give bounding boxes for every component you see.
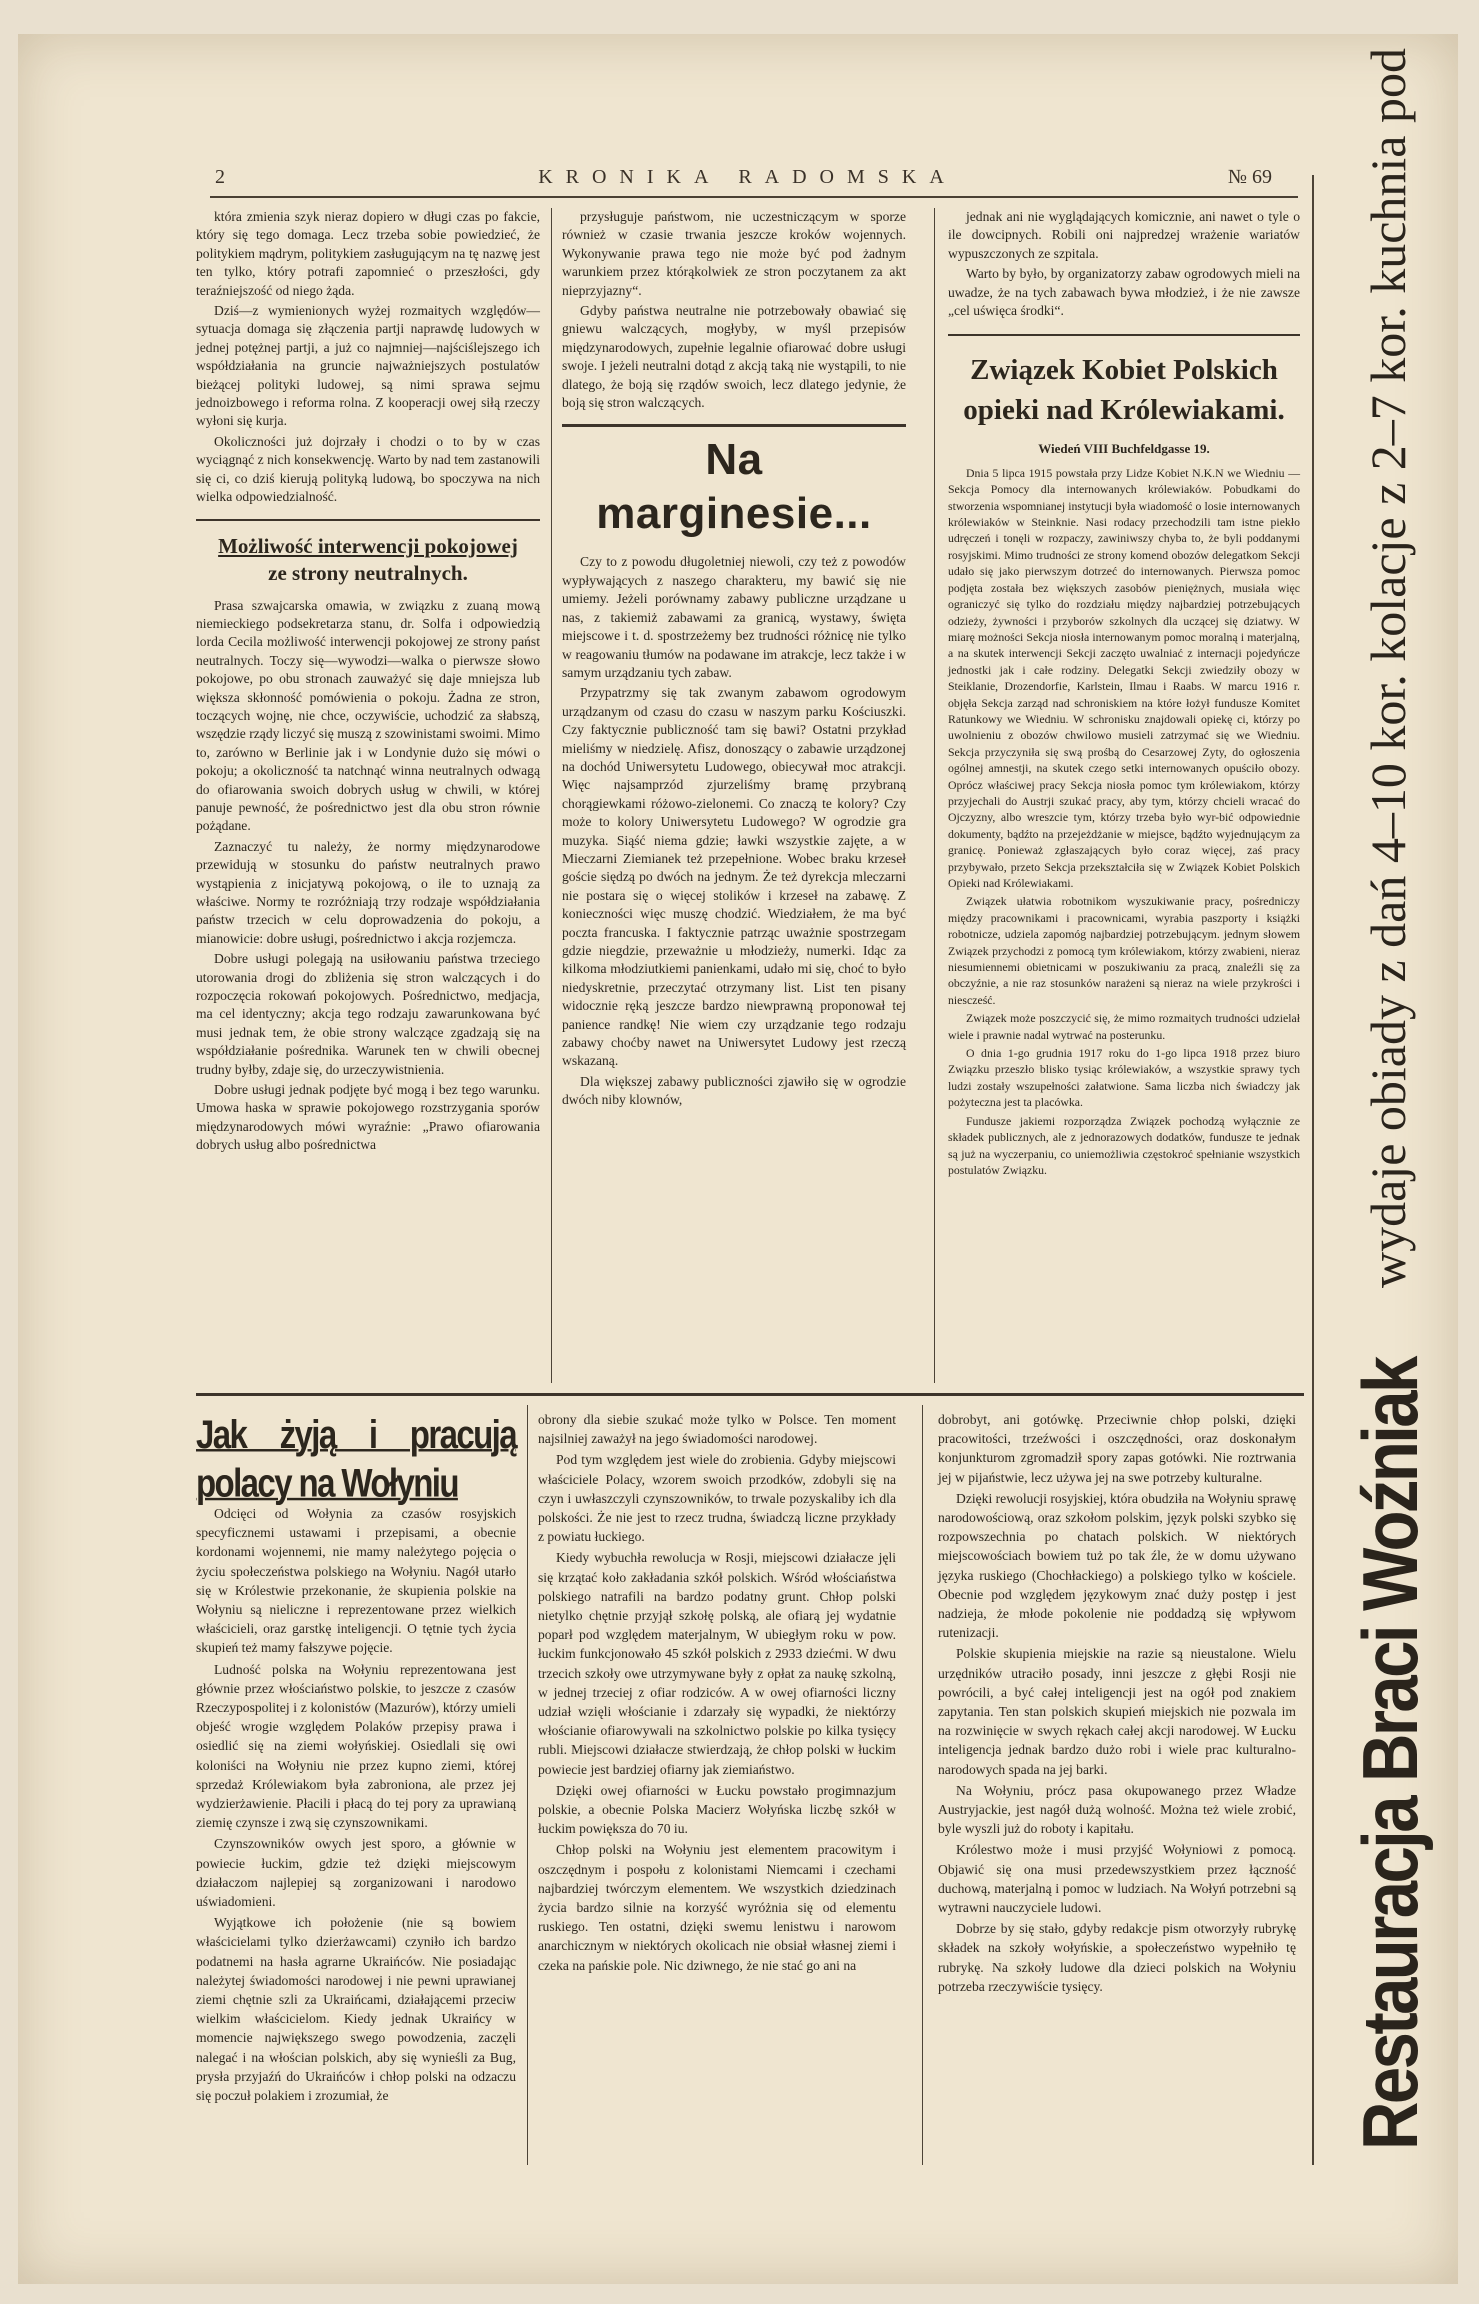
paragraph: Pod tym względem jest wiele do zrobienia. Gdyby miejscowi właściciele Polacy, wzorem swoich przodków, zdobyli się na czyn i uwłaszczyli czynszowników, to trwale pozyskaliby ich dla polskości. Że nie jest to rzecz trudna, świadczą liczne przykłady z powiatu łuckiego.	[538, 1452, 896, 1545]
column-divider	[551, 208, 552, 1383]
paragraph: Chłop polski na Wołyniu jest elementem pracowitym i oszczędnym i pospołu z kolonistami Niemcami i czechami najbardziej twórczym elementem. We wszystkich dziedzinach życia bardzo silnie na korzyść wyróżnia się od elementu ruskiego. Ten ostatni, dzięki swemu lenistwu i narowom anarchicznym w niektórych okolicach nie obsiał własnej ziemi i czeka na pańskie pole. Nic dziwnego, że nie stać go ani na	[538, 1842, 896, 1973]
wolyn-column-b	[538, 1410, 896, 1975]
organization-address: Wiedeń VIII Buchfeldgasse 19.	[1038, 441, 1210, 457]
article-body-interwencja	[196, 597, 540, 1155]
paragraph: Czynszowników owych jest sporo, a głównie w powiecie łuckim, gdzie też dzięki miejscowym działaczom najlepiej są zorganizowani i narodowo uświadomieni.	[196, 1836, 516, 1910]
headline-line: opieki nad Królewiakami.	[963, 394, 1285, 427]
paragraph: Dla większej zabawy publiczności zjawiło się w ogrodzie dwóch niby klownów,	[562, 1073, 906, 1108]
masthead-title: KRONIKA RADOMSKA	[538, 166, 957, 188]
column-3	[948, 208, 1300, 1178]
column-divider	[922, 1405, 923, 2165]
column-1	[196, 208, 540, 1155]
headline-part: polacy na Wołyniu	[196, 1460, 458, 1506]
headline-part: Jak żyją i pracują	[196, 1411, 516, 1457]
article-body-wolyn-a	[196, 1504, 516, 2105]
wolyn-column-c	[938, 1410, 1296, 1996]
paragraph: Zaznaczyć tu należy, że normy międzynarodowe przewidują w stosunku do państw neutralnych prawo wystąpienia z inicjatywą pokojową, o ile to uznają za właściwe. Normy te rozróżniają trzy rodzaje współdziałania państw trzecich w celu doprowadzenia do pokoju, a mianowicie: dobre usługi, pośrednictwo i akcja rozjemcza.	[196, 838, 540, 946]
article-title-na-marginesie: Na marginesie...	[596, 435, 872, 539]
wolyn-column-a	[196, 1410, 516, 2105]
section-divider	[948, 334, 1300, 336]
paragraph: dobrobyt, ani gotówkę. Przeciwnie chłop polski, dzięki pracowitości, trzeźwości i oszczędności, oraz doskonałym konjunkturom zgromadził spory zapas gotówki. Nie roztrwania jej w pijaństwie, lecz używa jej na swe potrzeby kulturalne.	[938, 1412, 1296, 1485]
article-title-interwencja	[196, 533, 540, 587]
issue-number: № 69	[1227, 166, 1272, 188]
paragraph: Na Wołyniu, prócz pasa okupowanego przez Władze Austryjackie, jest nagół dużą wolność. Można też wiele zrobić, byle wyszli już do roboty i kapitału.	[938, 1782, 1296, 1837]
section-divider	[562, 424, 906, 427]
advert-divider	[1312, 175, 1314, 2165]
paragraph: Dobrze by się stało, gdyby redakcje pism otworzyły rubrykę składek na szkoły wołyńskie, a społeczeństwo wypełniło tę rubrykę. Na szkoły ludowe dla dzieci polskich na Wołyniu potrzeba rzeczywiście tysięcy.	[938, 1921, 1296, 1994]
paragraph: Gdyby państwa neutralne nie potrzebowały obawiać się gniewu walczących, mogłyby, w myśl przepisów międzynarodowych, zupełnie legalnie ofiarować dobre usługi swoje. I jeżeli neutralni dotąd z akcją taką nie wystąpili, to nie dlatego, że boją się rządów swoich, lecz dlatego jedynie, że boją się stron walczących.	[562, 303, 906, 411]
column-2	[562, 208, 906, 1110]
na-marginesie-continued	[948, 208, 1300, 320]
paragraph: jednak ani nie wyglądających komicznie, ani nawet o tyle o ile dowcipnych. Robili oni najpredzej wrażenie wariatów wypuszczonych ze szpitala.	[948, 209, 1300, 261]
paragraph: Przypatrzmy się tak zwanym zabawom ogrodowym urządzanym od czasu do czasu w naszym parku Kościuszki. Czy faktycznie publiczność tam się bawi? Ostatni przykład mieliśmy w niedzielę. Afisz, donoszący o zabawie urządzonej na dochód Uniwersytetu Ludowego, obiecywał moc atrakcji. Więc najsamprzód zjurzeliśmy bramę przybraną chorągiewkami różowo-zielonemi. Co znaczą te kolory? Czy może to kolory Uniwersytetu Ludowego? W ogrodzie gra muzyka. Siąść niema gdzie; ławki wszystkie zajęte, a w Mieczarni Ziemianek też przepełnione. Wobec braku krzeseł goście siędzą po dwóch na jednym. Że też dyrekcja mleczarni nie postara się o więcej stolików i krzeseł na zabawę. Z konieczności więc muszę chodzić. Wiedziałem, że ma być poczta francuska. I faktycznie patrząc uważnie spostrzegam gdzie niegdzie, przeważnie u młodzieży, numerki. Idąc za kilkoma młodziutkiemi panienkami, udało mi się, choć to było niedyskretnie, przeczytać otrzymany list. List ten pisany widocznie ręką jeszcze bardzo niewprawną proponował tej panience randkę! Nie wiem czy urządzanie tego rodzaju zabawy choćby nawet na Uniwersytet Ludowy jest rzeczą wskazaną.	[562, 685, 906, 1069]
section-divider	[196, 519, 540, 521]
intro-text	[196, 208, 540, 507]
headline-line: Związek Kobiet Polskich	[970, 354, 1278, 387]
paragraph: Dobre usługi jednak podjęte być mogą i bez tego warunku. Umowa haska w sprawie pokojowego rozstrzygania sporów międzynarodowych mówi wyraźnie: „Prawo ofiarowania dobrych usług albo pośrednictwa	[196, 1082, 540, 1153]
paragraph: przysługuje państwom, nie uczestniczącym w sporze również w czasie trwania jeszcze kroków wojennych. Wykonywanie prawa tego nie może być pod żadnym warunkiem przez którąkolwiek ze stron poczytanem za akt nieprzyjazny“.	[562, 209, 906, 298]
paragraph: Dziś—z wymienionych wyżej rozmaitych względów—sytuacja domaga się złączenia partji naprawdę ludowych w jednej potężnej partji, a już co najmniej—najściślejszego ich współdziałania na gruncie najważniejszych postulatów bieżącej polityki ludowej, są nimi sprawa sejmu jednoizbowego i reforma rolna. Z kooperacji owej siłą rzeczy wyłoni się kurja.	[196, 303, 540, 429]
paragraph: Czy to z powodu długoletniej niewoli, czy też z powodów wypływających z naszego charakteru, my bawić się nie umiemy. Jeżeli porównamy zabawy publiczne urządzane u nas, z takiemiż zabawami za granicą, wystawy, święta miejscowe i t. d. spostrzeżemy bez trudności różnicę nie tylko w reagowaniu tłumów na podawane im atrakcje, lecz także i w samym urządzaniu tych zabaw.	[562, 554, 906, 680]
headline-line: Możliwość interwencji pokojowej	[218, 533, 518, 558]
paragraph: O dnia 1-go grudnia 1917 roku do 1-go lipca 1918 przez biuro Związku przeszło blisko tysiąc królewiaków, a wszystkie sprawy tych ludzi zostały wszupełności załatwione. Sama liczba nich świadczy jak pożyteczna jest ta placówka.	[948, 1046, 1300, 1110]
section-divider	[196, 1393, 1304, 1396]
paragraph: Dzięki owej ofiarności w Łucku powstało progimnazjum polskie, a obecnie Polska Macierz Wołyńska liczbę szkół w łuckim powiększa do 70 iu.	[538, 1782, 896, 1837]
paragraph: Królestwo może i musi przyjść Wołyniowi z pomocą. Objawić się ona musi przedewszystkiem przez łączność duchową, materjalną i pomoc w ludziach. Na Wołyń potrzebni są wytrawni nauczyciele ludowi.	[938, 1842, 1296, 1916]
paragraph: Ludność polska na Wołyniu reprezentowana jest głównie przez włościaństwo polskie, to jeszcze z czasów Rzeczypospolitej i z kolonistów (Mazurów), którzy umieli objeść wrogie względem Polaków przepisy prawa i osiedlić się na ziemi wołyńskiej. Osiedlali się owi koloniści na Wołyniu nie przez kupno ziemi, której sprzedaż Królewiakom była zabroniona, ale przez jej wydzierżawienie. Płacili i płacą do tej pory za uprawianą ziemię czynsze i zwą się czynszownikami.	[196, 1661, 516, 1831]
interwencja-continued	[562, 208, 906, 412]
page-number: 2	[215, 166, 225, 188]
paragraph: Odcięci od Wołynia za czasów rosyjskich specyficznemi ustawami i przepisami, a obecnie kordonami wojennemi, nie mamy należytego pojęcia o życiu społeczeństwa polskiego na Wołyniu. Nagół utarło się w Królestwie przekonanie, że skupienia polskie na Wołyniu są nieliczne i reprezentowane przez wielkich właścicieli, oraz garstkę inteligencji. O tętnie tych życia skupień też mamy fałszywe pojęcie.	[196, 1506, 516, 1656]
advert-text: wydaje obiady z dań 4–10 kor. kolacje z 2–7 kor. kuchnia pod	[1360, 48, 1416, 1288]
paragraph: która zmienia szyk nieraz dopiero w długi czas po fakcie, który się tego domaga. Lecz trzeba sobie powiedzieć, że politykiem mądrym, politykiem zasługującym na tę nazwę jest ten tylko, który potrafi zapomnieć o przeszłości, gdy teraźniejszość od niego żąda.	[196, 209, 540, 298]
page-header	[215, 164, 1280, 196]
vertical-advertisement	[1345, 48, 1455, 2150]
paragraph: Okoliczności już dojrzały i chodzi o to by w czas wyciągnąć z nich konsekwencję. Warto by nad tem zastanowili się ci, co dziś kierują polityką ludową, bo spoczywa na nich wielka odpowiedzialność.	[196, 433, 540, 505]
paragraph: Prasa szwajcarska omawia, w związku z zuaną mową niemieckiego podsekretarza stanu, dr. Solfa i odpowiedzią lorda Cecila możliwość interwencji pokojowej ze strony państ neutralnych. Toczy się—wywodzi—walka o pierwsze słowo pokojowe, po obu stronach zauważyć się daje mniejsza lub większa skłonność pomówienia o pokoju. Żadna ze stron, toczących wojnę, nie chce, oczywiście, uchodzić za słabszą, wszędzie rządy liczyć się muszą z szowinistami swoimi. Mimo to, zarówno w Berlinie jak i w Londynie dużo się mówi o pokoju; a okoliczność ta natchnąć winna neutralnych odwagą do ofiarowania swoich dobrych usług w chwili, w której panuje pewność, że pośrednictwo jest dla obu stron równie pożądane.	[196, 597, 540, 834]
article-body-zwiazek-kobiet	[948, 465, 1300, 1178]
column-divider	[934, 208, 935, 1383]
article-title-wolyn	[196, 1410, 516, 1508]
paragraph: Polskie skupienia miejskie na razie są nieustalone. Wielu urzędników utraciło posady, inni jeszcze z głębi Rosji nie powrócili, a być całej inteligencji jest na ogół pod znakiem zapytania. Ten stan polskich skupień miejskich nie pozwala im na rozwinięcie w swych rękach całej akcji narodowej. W Łucku inteligencja jednak bardzo dużo robi i wiele prac kulturalno-narodowych spada na jej barki.	[938, 1646, 1296, 1777]
article-body-na-marginesie	[562, 553, 906, 1109]
article-title-zwiazek-kobiet	[948, 350, 1300, 430]
paragraph: Wyjątkowe ich położenie (nie są bowiem właścicielami tylko dzierżawcami) czyniło ich bardzo podatnemi na hasła agrarne Ukraińców. Nie posiadając należytej świadomości narodowej i nie pewni uprawianej ziemi chętnie szli za Ukraińcami, działającemi przeciw wielkim właścicielom. Kiedy jednak Ukraińcy w momencie największego swego powodzenia, zaczęli nalegać i na włościan polskich, aby się wynieśli za Bug, prysła przyjaźń do Ukraińców i chłop polski na odzaczu się poczuł polakiem i zrozumiał, że	[196, 1915, 516, 2104]
paragraph: Związek może poszczycić się, że mimo rozmaitych trudności udzielał wiele i prawnie nadal wytrwać na posterunku.	[948, 1011, 1300, 1042]
paragraph: Fundusze jakiemi rozporządza Związek pochodzą wyłącznie ze składek publicznych, ale z jednorazowych dodatków, fundusze te jednak są już na wyczerpaniu, co uniemożliwia częstokroć spełnianie wszystkich postulatów Związku.	[948, 1113, 1300, 1177]
column-divider	[527, 1405, 528, 2165]
headline-line: ze strony neutralnych.	[268, 560, 468, 585]
paragraph: Dobre usługi polegają na usiłowaniu państwa trzeciego utorowania drogi do zbliżenia się stron walczących i do rozpoczęcia rokowań pokojowych. Pośrednictwo, medjacja, ma cel identyczny; akcja tego rodzaju zawarunkowana być musi jednak tem, że obie strony walczące zgadzają się na współdziałanie pośrednika. Warunek ten w chwili obecnej trudny byłby, zdaje się, do urzeczywistnienia.	[196, 951, 540, 1077]
paragraph: Kiedy wybuchła rewolucja w Rosji, miejscowi działacze jęli się krzątać koło zakładania szkół polskich. Wśród włościaństwa polskiego natrafili na bardzo podatny grunt. Chłop polski nietylko chętnie przyjął szkołę polską, ale ofiarą jej wydatnie poparł pod względem materjalnym, W ubiegłym roku w pow. łuckim funkcjonowało 45 szkół polskich z 2933 dziećmi. W dwu trzecich szkoły owe utrzymywane były z opłat za naukę szkolną, w jednej trzeciej z ofiar rodziców. A w owej ofiarności liczny udział wzięli włościanie i zdarzały się wypadki, że niektórzy włościanie ofiarowywali na szkolnictwo polskie po kilka tysięcy rubli. Miejscowi działacze stwierdzają, że chłop polski w łuckim powiecie jest bardziej ofiarny jak ziemiaństwo.	[538, 1550, 896, 1777]
paragraph: Dzięki rewolucji rosyjskiej, która obudziła na Wołyniu sprawę narodowościową, oraz szkołom polskim, język polski szybko się rozpowszechnia po chatach polskich. W niektórych miejscowościach bowiem tuż po tak źle, że w domu używano języka ruskiego (Chochłackiego) a polskiego tylko w kościele. Obecnie pod względem językowym znać duży postęp i jest nadzieja, że młode pokolenie nie poddadzą się wpływom rutenizacji.	[938, 1490, 1296, 1641]
paragraph: Dnia 5 lipca 1915 powstała przy Lidze Kobiet N.K.N we Wiedniu — Sekcja Pomocy dla internowanych królewiaków. Pobudkami do stworzenia wspomnianej instytucji była wiadomość o losie internowanych królewiaków w Steinknie. Nasi rodacy przechodzili tam istne piekło udręczeń i tonęli w rozpaczy, zawiniwszy chyba to, że byli poddanymi rosyjskimi. Mimo trudności ze strony komend obozów delegatkom Sekcji udało się jako pierwszym dotrzeć do internowanych. Pierwsza pomoc podjęta została bez większych zasobów pieniężnych, musiała więc ograniczyć się tylko do rozdziału między najbardziej potrzebujących odzieży, żywności i przyborów szkolnych dla uczącej się dziatwy. W miarę możności Sekcja niosła internowanym pomoc moralną i materjalną, a na skutek interwencji Sekcji zaczęto uwalniać z internacji pojedyńcze jednostki jak i całe rodziny. Delegatki Sekcji zwiedziły obozy w Steiklanie, Drozendorfie, Karlstein, Ilmau i Raabs. W marcu 1916 r. objęła Sekcja zarząd nad schroniskiem na które łożył fundusze Komitet Ratunkowy we Wiedniu. W schronisku znajdowali opiekę ci, którzy po uwolnieniu z obozów chwilowo musieli zatrzymać się we Wiedniu. Sekcja przyczyniła się swą prośbą do Cesarzowej Zyty, do ogłoszenia ogólnej amnestji, na skutek czego setki internowanych opuściło obozy. Oprócz właściwej pracy Sekcja niosła pomoc tym królewiakom, którzy przyjechali do Austrji szukać pracy, aby tym, którzy chcieli wracać do Ojczyzny, albo wreszcie tym, którzy trzeba było wyr-bić odpowiednie dokumenty, bądźto na przejeżdżanie w miejsce, bądźto wyjednującym za granicę. Ponieważ zgłaszających było coraz więcej, zaś pracy przybywało, przeto Sekcja przekształciła się w Związek Kobiet Polskich Opieki nad Królewiakami.	[948, 465, 1300, 890]
header-rule	[210, 196, 1298, 198]
paragraph: Warto by było, by organizatorzy zabaw ogrodowych mieli na uwadze, że na tych zabawach bywa młodzież, i że nie zawsze „cel uświęca środki“.	[948, 266, 1300, 319]
advert-brand: Restauracja Braci Woźniak	[1346, 1358, 1434, 2150]
paragraph: Związek ułatwia robotnikom wyszukiwanie pracy, pośredniczy między pracownikami i pracownicami, wyrabia paszporty i książki robotnicze, udziela zapomóg najbardziej potrzebującym. jednym słowem Związek przychodzi z pomocą tym królewiakom, którzy zwabieni, nieraz niesumiennemi obietnicami w poszukiwaniu za pracą, znaleźli się za obczyźnie, a nie raz stosunków narażeni są nieraz na wiele przykrości i niescześć.	[948, 894, 1300, 1007]
paragraph: obrony dla siebie szukać może tylko w Polsce. Ten moment najsilniej zaważył na jego świadomości narodowej.	[538, 1412, 896, 1447]
